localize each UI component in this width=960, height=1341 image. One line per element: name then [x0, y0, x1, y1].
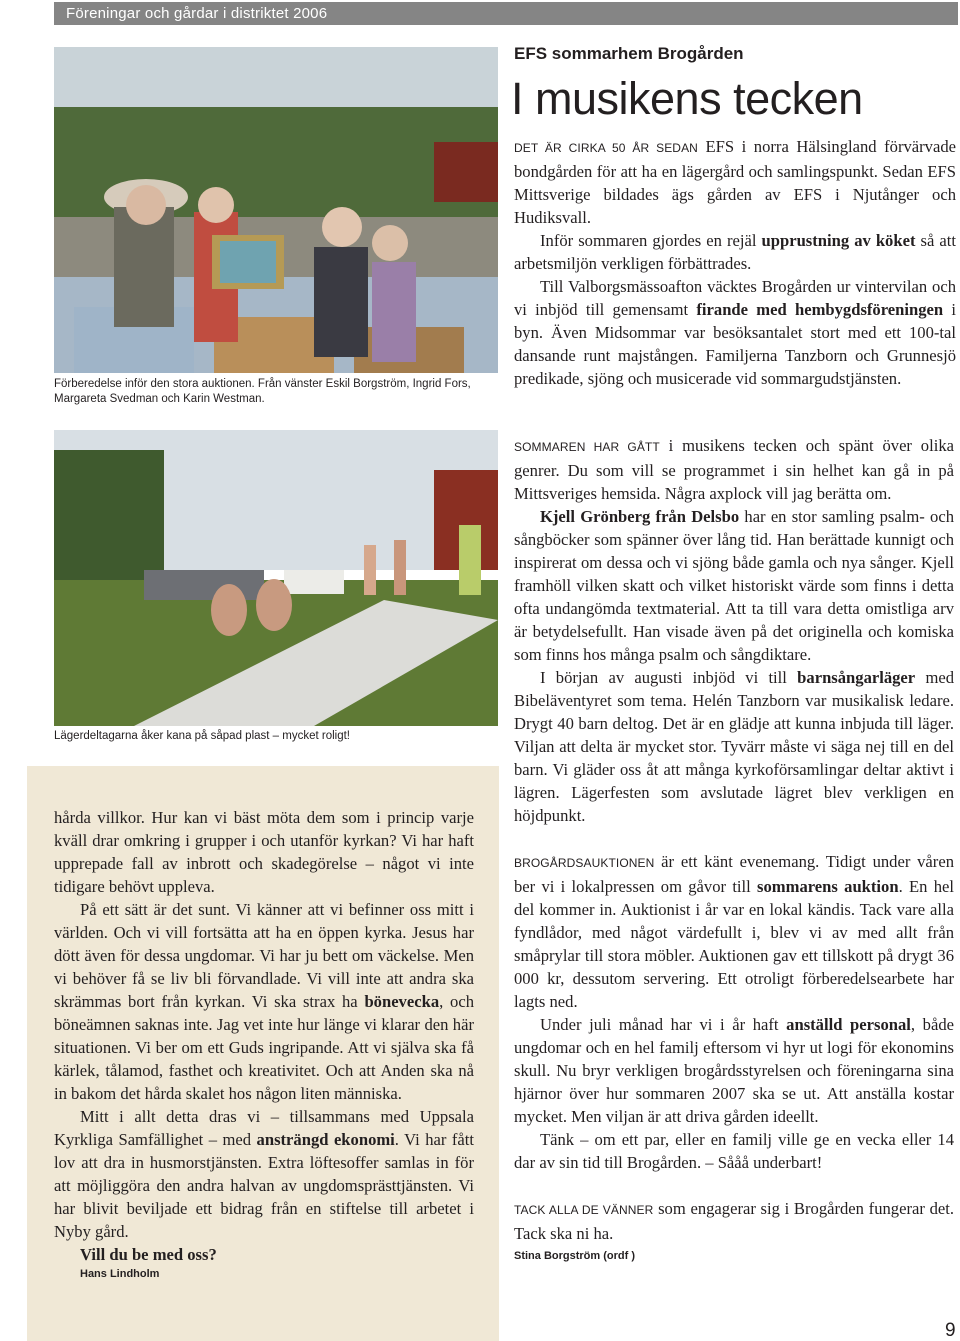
section-title: Föreningar och gårdar i distriktet 2006: [66, 5, 328, 22]
paragraph: Mitt i allt detta dras vi – tillsammans med Uppsala Kyrkliga Samfällighet – med ansträngd ekonomi. Vi har fått lov att dra in husmorstjänsten. Extra löftesoffer samlas in för att möjliggöra den andra halvan av ungdomsprästtjänsten. Vi har blivit beviljade ett bidrag från en stiftelse till arbetet i Nyby gård.: [54, 1107, 474, 1241]
photo1-caption: Förberedelse inför den stora auktionen. Från vänster Eskil Borgström, Ingrid Fors, Margareta Svedman och Karin Westman.: [54, 378, 471, 405]
article-column-intro: [514, 135, 956, 390]
author-signature: Stina Borgström (ordf ): [514, 1250, 635, 1262]
paragraph: Till Valborgsmässoafton väcktes Brogården ur vintervilan och vi inbjöd till gemensamt firande med hembygdsföreningen i byn. Även Midsommar var besöksantalet stort med ett 100-tal dansande runt majstången. Familjerna Tanzborn och Grunnesjö predikade, sjöng och musicerade vid sommargudstjänsten.: [514, 277, 957, 388]
paragraph: DET ÄR CIRKA 50 ÅR SEDAN EFS i norra Hälsingland förvärvade bondgården för att ha en lägergård och samlingspunkt. Sedan EFS Mittsverige bildades ägs gården av EFS i Njutånger och Hudiksvall.: [514, 137, 956, 227]
paragraph: Tänk – om ett par, eller en familj ville ge en vecka eller 14 dar av sin tid till Brogården. – Sååå underbart!: [514, 1130, 954, 1172]
paragraph: TACK ALLA DE VÄNNER som engagerar sig i Brogården fungerar det. Tack ska ni ha.: [514, 1199, 954, 1243]
paragraph: I början av augusti inbjöd vi till barnsångarläger med Bibeläventyret som tema. Helén Tanzborn var musikalisk ledare. Drygt 40 barn deltog. Det är en glädje att kunna inbjuda till läger. Viljan att delta är mycket stor. Tyvärr måste vi säga nej till en del barn. Vi gläder oss åt att många kyrkoförsamlingar deltar aktivt i lägren. Lägerfesten som avslutade lägret blev verkligen en höjdpunkt.: [514, 668, 955, 825]
article-headline: I musikens tecken: [511, 73, 863, 124]
article-column-continued: [54, 806, 474, 1282]
article-kicker: EFS sommarhem Brogården: [514, 44, 744, 63]
paragraph: Under juli månad har vi i år haft anställd personal, både ungdomar och en hel familj eftersom vi hyr ut logi för ekonomins skull. Nu bryr verkligen brogårdsstyrelsen och föreningarna sina hjärnor över hur sommaren 2007 ska se ut. Att anställa kostar mycket. Men viljan är att driva gården ideellt.: [514, 1015, 954, 1126]
section-header-bar: [54, 2, 958, 25]
paragraph: hårda villkor. Hur kan vi bäst möta dem som i princip varje kväll drar omkring i grupper i och utanför kyrkan? Vi har haft upprepade fall av inbrott och skadegörelse – något vi inte tidigare behövt uppleva.: [54, 808, 474, 896]
article-column-main: [514, 434, 954, 1264]
paragraph: Inför sommaren gjordes en rejäl upprustning av köket så att arbetsmiljön verkligen förbättrades.: [514, 231, 956, 273]
paragraph: På ett sätt är det sunt. Vi känner att vi befinner oss mitt i världen. Och vi vill fortsätta att ha en öppen kyrka. Jesus har dött även för dessa ungdomar. Vi har ju bett om väckelse. Men vi behöver få se liv bli förvandlade. Vi vill inte att andra ska skrämmas bort från kyrkan. Vi ska strax ha bönevecka, och böneämnen saknas inte. Jag vet inte hur länge vi klarar den här situationen. Vi ber om ett Guds ingripande. Att vi själva ska få kärlek, tålamod, fasthet och kreativitet. Och att Anden ska nå in bakom det hårda skalet hos någon liten människa.: [54, 900, 474, 1103]
page-number: 9: [945, 1320, 956, 1341]
photo-slide-on-plastic: [54, 430, 498, 726]
photo2-caption: Lägerdeltagarna åker kana på såpad plast – mycket roligt!: [54, 730, 350, 742]
paragraph: SOMMAREN HAR GÅTT i musikens tecken och spänt över olika genrer. Du som vill se programmet i sin helhet kan gå in på Mittsveriges hemsida. Några axplock vill jag berätta om.: [514, 436, 954, 503]
photo-auction-preparation: [54, 47, 498, 373]
paragraph: BROGÅRDSAUKTIONEN är ett känt evenemang. Tidigt under våren ber vi i lokalpressen om gåvor till sommarens auktion. En hel del kommer in. Auktionist i år var en lokal kändis. Tack vare alla fyndlådor, med något värdefullt i, blev vi av med allt från småprylar till stora möbler. Auktionen gav ett tillskott på drygt 36 000 kr, dessutom servering. Ett otroligt förberedelsearbete har lagts ned.: [514, 852, 954, 1011]
closing-question: Vill du be med oss?: [80, 1245, 217, 1264]
author-signature: Hans Lindholm: [80, 1268, 160, 1280]
paragraph: Kjell Grönberg från Delsbo har en stor samling psalm- och sångböcker som spänner över lång tid. Han berättade kunnigt och inspirerat om dessa och vi sjöng både gamla och nya sånger. Kjell framhöll vilken skatt och vilket historiskt värde som finns i detta ofta undangömda textmaterial. Att ta till vara detta omistliga arv är betydelsefullt. Han visade även på det originella och komiska som finns hos många psalm och sångdiktare.: [514, 507, 954, 664]
